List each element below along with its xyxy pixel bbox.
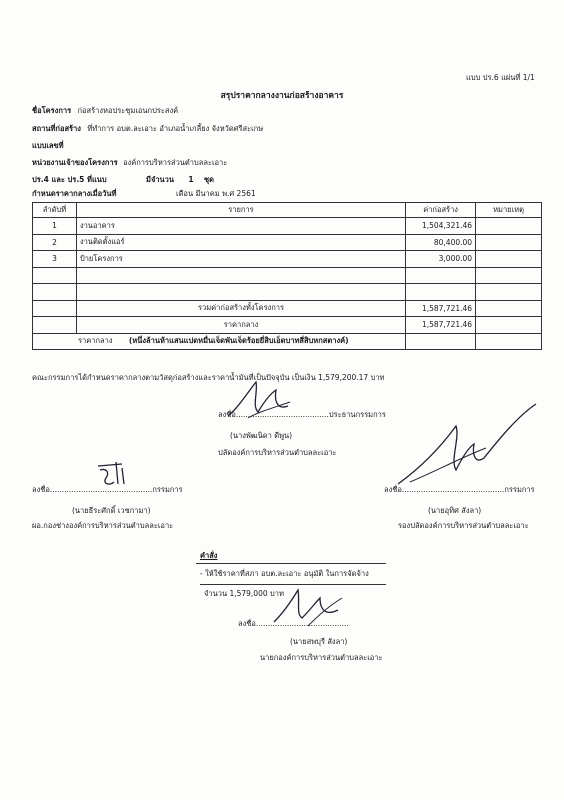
row-item: ป้ายโครงการ — [76, 251, 405, 268]
total-row — [33, 300, 542, 317]
left-position: ผอ.กองช่างองค์การบริหารส่วนตำบลละเอาะ — [32, 521, 174, 530]
project-name-value: ก่อสร้างหอประชุมเอนกประสงค์ — [77, 106, 179, 115]
chair-name: (นางพัฒนิดา ดีพูน) — [230, 431, 293, 440]
table-header-row — [33, 203, 542, 218]
left-name: (นายธีระศักดิ์ เวชกามา) — [72, 506, 151, 515]
header-item: รายการ — [76, 203, 405, 218]
table-row — [33, 218, 542, 235]
row-remark — [476, 251, 542, 268]
row-item — [76, 284, 405, 301]
row-cost: 1,504,321.46 — [406, 218, 476, 235]
row-cost: 3,000.00 — [406, 251, 476, 268]
total-value: 1,587,721.46 — [406, 300, 476, 317]
project-name-row — [32, 105, 178, 117]
project-site-label: สถานที่ก่อสร้าง — [32, 124, 81, 133]
order-heading: คำสั่ง — [200, 551, 218, 560]
mayor-position: นายกองค์การบริหารส่วนตำบลละเอาะ — [260, 653, 383, 662]
qty-value: 1 — [188, 175, 194, 184]
header-no: ลำดับที่ — [33, 203, 77, 218]
table-row — [33, 251, 542, 268]
price-text-label: ราคากลาง — [78, 336, 113, 346]
chair-signature-icon — [218, 372, 308, 424]
chair-sign-line: ลงชื่อ.......................................ประธานกรรมการ — [218, 410, 386, 419]
header-cost: ค่าก่อสร้าง — [406, 203, 476, 218]
table-row — [33, 267, 542, 284]
owner-value: องค์การบริหารส่วนตำบลละเอาะ — [123, 158, 228, 167]
row-cost — [406, 284, 476, 301]
row-remark — [476, 267, 542, 284]
median-row — [33, 317, 542, 334]
price-text-blank — [406, 333, 476, 350]
price-text-value: (หนึ่งล้านห้าแสนแปดหมื่นเจ็ดพันเจ็ดร้อยยี่สิบเอ็ดบาทสี่สิบหกสตางค์) — [128, 336, 349, 346]
row-cost — [406, 267, 476, 284]
order-line-2: จำนวน 1,579,000 บาท — [204, 589, 284, 598]
project-site-row — [32, 123, 263, 135]
row-no — [33, 284, 77, 301]
owner-label: หน่วยงานเจ้าของโครงการ — [32, 158, 118, 167]
row-remark — [476, 284, 542, 301]
form-number: แบบ ปร.6 แผ่นที่ 1/1 — [466, 73, 535, 82]
row-no: 3 — [33, 251, 77, 268]
left-sign-line: ลงชื่อ...........................................กรรมการ — [32, 485, 183, 494]
row-item — [76, 267, 405, 284]
table-row — [33, 234, 542, 251]
page-title: สรุปราคากลางงานก่อสร้างอาคาร — [220, 91, 344, 101]
table-row — [33, 284, 542, 301]
qty-row — [146, 174, 214, 186]
row-item: งานติดตั้งแอร์ — [76, 234, 405, 251]
row-no: 2 — [33, 234, 77, 251]
chair-position: ปลัดองค์การบริหารส่วนตำบลละเอาะ — [218, 448, 337, 457]
total-remark — [476, 300, 542, 317]
row-remark — [476, 218, 542, 235]
right-position: รองปลัดองค์การบริหารส่วนตำบลละเอาะ — [398, 521, 529, 530]
order-divider — [196, 563, 386, 564]
mayor-name: (นายสพบุรี สังลา) — [290, 637, 348, 646]
row-item: งานอาคาร — [76, 218, 405, 235]
median-remark — [476, 317, 542, 334]
right-sign-line: ลงชื่อ...........................................กรรมการ — [384, 485, 535, 494]
qty-unit: ชุด — [204, 175, 214, 184]
project-site-value: ที่ทำการ อบต.ละเอาะ อำเภอน้ำเกลี้ยง จังหวัดศรีสะเกษ — [87, 124, 264, 133]
date-label: กำหนดราคากลางเมื่อวันที่ — [32, 189, 117, 198]
right-name: (นายอุทิศ สังลา) — [428, 506, 482, 515]
median-no-cell — [33, 317, 77, 334]
row-remark — [476, 234, 542, 251]
price-text-cell — [33, 333, 406, 350]
committee-statement: คณะกรรมการได้กำหนดราคากลางตามวัสดุก่อสร้างและราคาน้ำมันที่เป็นปัจจุบัน เป็นเงิน 1,579,200.17 บาท — [32, 373, 385, 382]
total-no-cell — [33, 300, 77, 317]
mayor-signature-icon — [268, 582, 348, 630]
date-value: เดือน มีนาคม พ.ศ 2561 — [176, 189, 256, 198]
median-label: ราคากลาง — [76, 317, 405, 334]
total-label: รวมค่าก่อสร้างทั้งโครงการ — [76, 300, 405, 317]
price-text-remark — [476, 333, 542, 350]
row-cost: 80,400.00 — [406, 234, 476, 251]
price-text-row — [33, 333, 542, 350]
owner-row — [32, 157, 227, 169]
plan-number-label: แบบเลขที่ — [32, 141, 64, 150]
right-signature-icon — [390, 398, 540, 488]
row-no — [33, 267, 77, 284]
median-value: 1,587,721.46 — [406, 317, 476, 334]
row-no: 1 — [33, 218, 77, 235]
forms-label: ปร.4 และ ปร.5 ที่แนบ — [32, 175, 107, 184]
order-line-1: - ให้ใช้ราคาที่สภา อบต.ละเอาะ อนุมัติ ในการจัดจ้าง — [200, 569, 369, 578]
qty-label: มีจำนวน — [146, 175, 175, 184]
left-signature-icon — [92, 458, 132, 490]
header-remark: หมายเหตุ — [476, 203, 542, 218]
order-sign-line: ลงชื่อ....................................... — [238, 619, 349, 628]
project-name-label: ชื่อโครงการ — [32, 106, 72, 115]
cost-table — [32, 202, 542, 350]
